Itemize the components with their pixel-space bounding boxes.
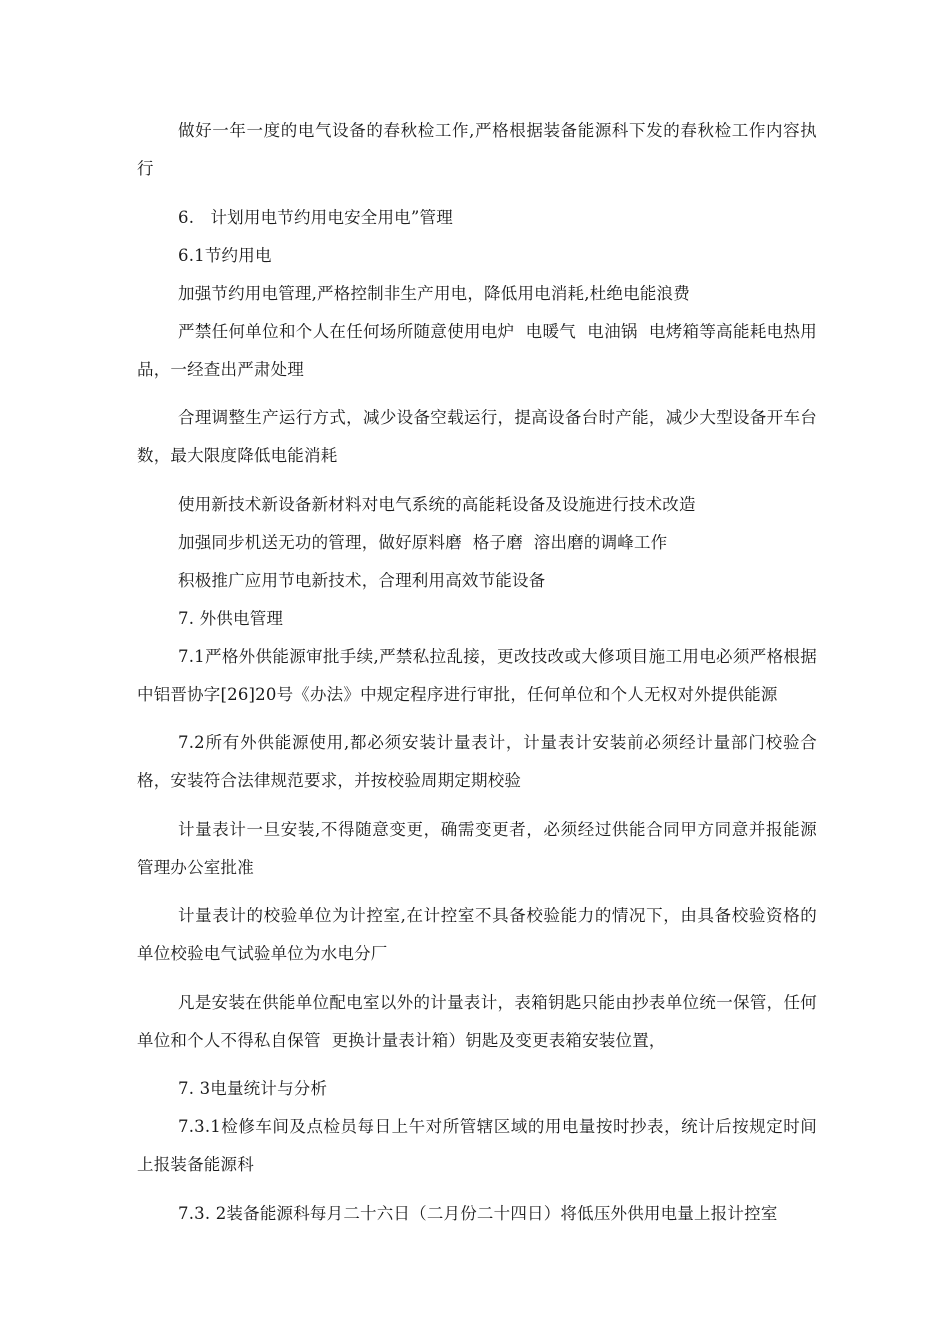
paragraph-7-1: 7.1严格外供能源审批手续,严禁私拉乱接，更改技改或大修项目施工用电必须严格根据中铝晋协字[26]20号《办法》中规定程序进行审批，任何单位和个人无权对外提供能源 [137, 646, 817, 704]
paragraph-meter-change: 计量表计一旦安装,不得随意变更，确需变更者，必须经过供能合同甲方同意并报能源管理办公室批准 [137, 819, 817, 877]
paragraph-meter-box-keys: 凡是安装在供能单位配电室以外的计量表计，表箱钥匙只能由抄表单位统一保管，任何单位和个人不得私自保管 更换计量表计箱）钥匙及变更表箱安装位置， [137, 992, 817, 1050]
subsection-heading-6-1: 6.1节约用电 [178, 245, 272, 265]
paragraph-7-2: 7.2所有外供能源使用,都必须安装计量表计，计量表计安装前必须经计量部门校验合格，安装符合法律规范要求，并按校验周期定期校验 [137, 733, 817, 790]
paragraph-prohibit-heaters: 严禁任何单位和个人在任何场所随意使用电炉 电暖气 电油锅 电烤箱等高能耗电热用品，一经查出严肃处理 [137, 321, 817, 379]
section-heading-7: 7. 外供电管理 [178, 608, 284, 628]
paragraph-saving-management: 加强节约用电管理,严格控制非生产用电，降低用电消耗,杜绝电能浪费 [178, 283, 690, 303]
paragraph-promote-saving: 积极推广应用节电新技术，合理利用高效节能设备 [178, 570, 546, 590]
paragraph-synchronous-machines: 加强同步机送无功的管理，做好原料磨 格子磨 溶出磨的调峰工作 [178, 532, 668, 552]
section-heading-6: 6. 计划用电节约用电安全用电”管理 [178, 207, 453, 227]
subsection-heading-7-3: 7. 3电量统计与分析 [178, 1079, 328, 1098]
paragraph-7-3-1: 7.3.1检修车间及点检员每日上午对所管辖区域的用电量按时抄表，统计后按规定时间上报装备能源科 [137, 1117, 817, 1174]
paragraph-spring-autumn-inspection: 做好一年一度的电气设备的春秋检工作,严格根据装备能源科下发的春秋检工作内容执行 [137, 121, 817, 178]
document-body [137, 112, 817, 1243]
paragraph-meter-calibration: 计量表计的校验单位为计控室,在计控室不具备校验能力的情况下，由具备校验资格的单位校验电气试验单位为水电分厂 [137, 906, 817, 963]
paragraph-new-technology: 使用新技术新设备新材料对电气系统的高能耗设备及设施进行技术改造 [178, 494, 696, 514]
paragraph-7-3-2: 7.3. 2装备能源科每月二十六日（二月份二十四日）将低压外供用电量上报计控室 [178, 1203, 778, 1223]
paragraph-adjust-operation: 合理调整生产运行方式，减少设备空载运行，提高设备台时产能，减少大型设备开车台数，最大限度降低电能消耗 [137, 408, 817, 465]
